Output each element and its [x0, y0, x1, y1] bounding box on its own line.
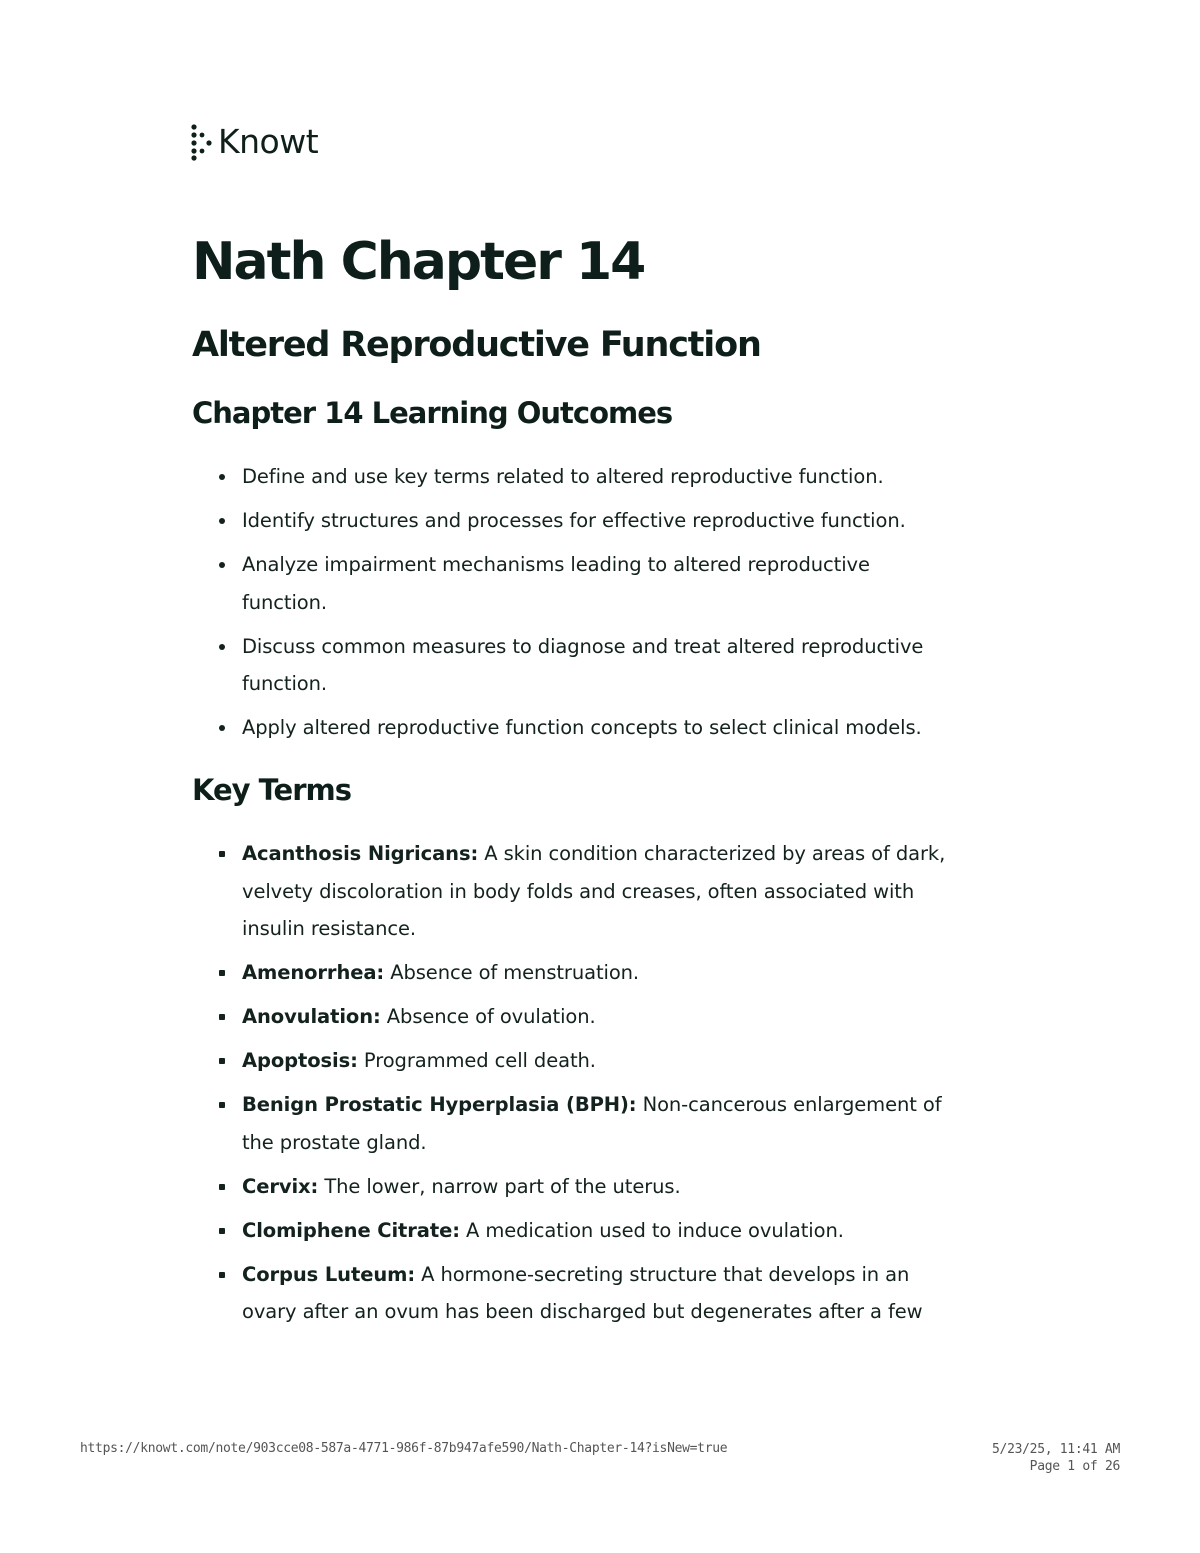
footer-page-number: Page 1 of 26: [1029, 1459, 1120, 1474]
list-item: [242, 998, 954, 1036]
list-item: [242, 835, 954, 948]
list-item: [242, 1212, 954, 1250]
term-definition: Absence of ovulation.: [380, 1005, 596, 1028]
learning-outcomes-list: [242, 458, 962, 753]
term-definition: A hormone-secreting structure that develops in an ovary after an ovum has been discharged but degenerates after a few: [242, 1262, 923, 1323]
term-label: Apoptosis:: [242, 1049, 358, 1072]
list-item: [242, 1086, 942, 1161]
term-definition: A skin condition characterized by areas of dark, velvety discoloration in body folds and creases, often associated with insulin resistance.: [242, 842, 946, 940]
term-label: Anovulation:: [242, 1005, 381, 1028]
knowt-logo: [190, 122, 318, 161]
list-item: Identify structures and processes for effective reproductive function.: [242, 502, 962, 540]
term-label: Clomiphene Citrate:: [242, 1218, 460, 1242]
term-definition: Non-cancerous enlargement of the prostate gland.: [242, 1093, 942, 1154]
page-title: Nath Chapter 14: [192, 232, 645, 292]
list-item: Define and use key terms related to altered reproductive function.: [242, 458, 962, 496]
key-terms-heading: Key Terms: [192, 773, 352, 807]
list-item: [242, 1042, 954, 1080]
term-label: Acanthosis Nigricans:: [242, 842, 479, 865]
term-label: Corpus Luteum:: [242, 1262, 416, 1286]
list-item: Apply altered reproductive function concepts to select clinical models.: [242, 709, 962, 747]
term-label: Benign Prostatic Hyperplasia (BPH):: [242, 1093, 637, 1116]
footer-url: https://knowt.com/note/903cce08-587a-4771-986f-87b947afe590/Nath-Chapter-14?isNew=true: [80, 1441, 728, 1456]
list-item: Discuss common measures to diagnose and treat altered reproductive function.: [242, 628, 947, 703]
knowt-logo-icon: [190, 123, 214, 161]
footer-datetime: 5/23/25, 11:41 AM: [992, 1442, 1120, 1457]
term-label: Cervix:: [242, 1174, 319, 1198]
list-item: Analyze impairment mechanisms leading to altered reproductive function.: [242, 546, 902, 621]
learning-outcomes-heading: Chapter 14 Learning Outcomes: [192, 396, 673, 430]
key-terms-list: [242, 835, 954, 1337]
term-label: Amenorrhea:: [242, 961, 385, 984]
term-definition: A medication used to induce ovulation.: [459, 1218, 844, 1242]
page-subtitle: Altered Reproductive Function: [192, 325, 761, 365]
footer-meta: [992, 1441, 1120, 1475]
term-definition: Absence of menstruation.: [384, 961, 640, 984]
term-definition: Programmed cell death.: [357, 1049, 596, 1072]
logo-text: Knowt: [218, 122, 319, 161]
term-definition: The lower, narrow part of the uterus.: [318, 1174, 681, 1198]
list-item: [242, 1256, 942, 1331]
list-item: [242, 954, 954, 992]
list-item: [242, 1168, 954, 1206]
